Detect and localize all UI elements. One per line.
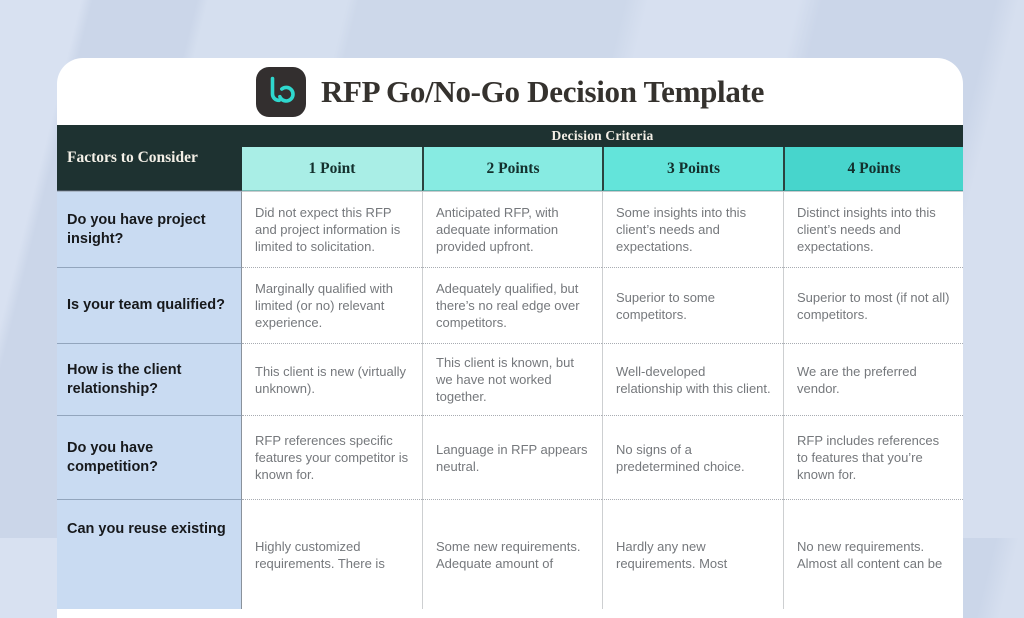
factor-reuse-existing: Can you reuse existing	[57, 499, 242, 609]
table-cell: Adequately qualified, but there’s no real edge over competitors.	[422, 267, 602, 343]
factor-competition: Do you have competition?	[57, 415, 242, 499]
table-cell: We are the preferred vendor.	[783, 343, 963, 415]
column-header-1-point: 1 Point	[242, 147, 422, 191]
table-cell: RFP references specific features your competitor is known for.	[242, 415, 422, 499]
table-cell: Some insights into this client’s needs and expectations.	[602, 191, 783, 267]
table-cell: Anticipated RFP, with adequate information provided upfront.	[422, 191, 602, 267]
table-cell: This client is new (virtually unknown).	[242, 343, 422, 415]
table-cell: Some new requirements. Adequate amount of	[422, 499, 602, 609]
factor-team-qualified: Is your team qualified?	[57, 267, 242, 343]
factor-client-relationship: How is the client relationship?	[57, 343, 242, 415]
table-cell: Highly customized requirements. There is	[242, 499, 422, 609]
table-cell: This client is known, but we have not worked together.	[422, 343, 602, 415]
loopio-logo-icon	[256, 67, 306, 117]
table-cell: Did not expect this RFP and project information is limited to solicitation.	[242, 191, 422, 267]
factor-project-insight: Do you have project insight?	[57, 191, 242, 267]
group-header-decision-criteria: Decision Criteria	[242, 125, 963, 147]
table-cell: Superior to some competitors.	[602, 267, 783, 343]
page-title: RFP Go/No-Go Decision Template	[320, 73, 765, 109]
table-cell: Distinct insights into this client’s needs and expectations.	[783, 191, 963, 267]
template-card	[57, 58, 963, 618]
table-cell: Language in RFP appears neutral.	[422, 415, 602, 499]
table-cell: Superior to most (if not all) competitors.	[783, 267, 963, 343]
table-cell: RFP includes references to features that you’re known for.	[783, 415, 963, 499]
table-cell: No new requirements. Almost all content can be	[783, 499, 963, 609]
column-header-3-points: 3 Points	[602, 147, 783, 191]
table-cell: No signs of a predetermined choice.	[602, 415, 783, 499]
column-header-2-points: 2 Points	[422, 147, 602, 191]
corner-header: Factors to Consider	[57, 125, 242, 191]
decision-table	[57, 125, 963, 609]
table-cell: Well-developed relationship with this client.	[602, 343, 783, 415]
table-cell: Marginally qualified with limited (or no) relevant experience.	[242, 267, 422, 343]
card-header	[57, 58, 963, 125]
column-header-4-points: 4 Points	[783, 147, 963, 191]
table-cell: Hardly any new requirements. Most	[602, 499, 783, 609]
